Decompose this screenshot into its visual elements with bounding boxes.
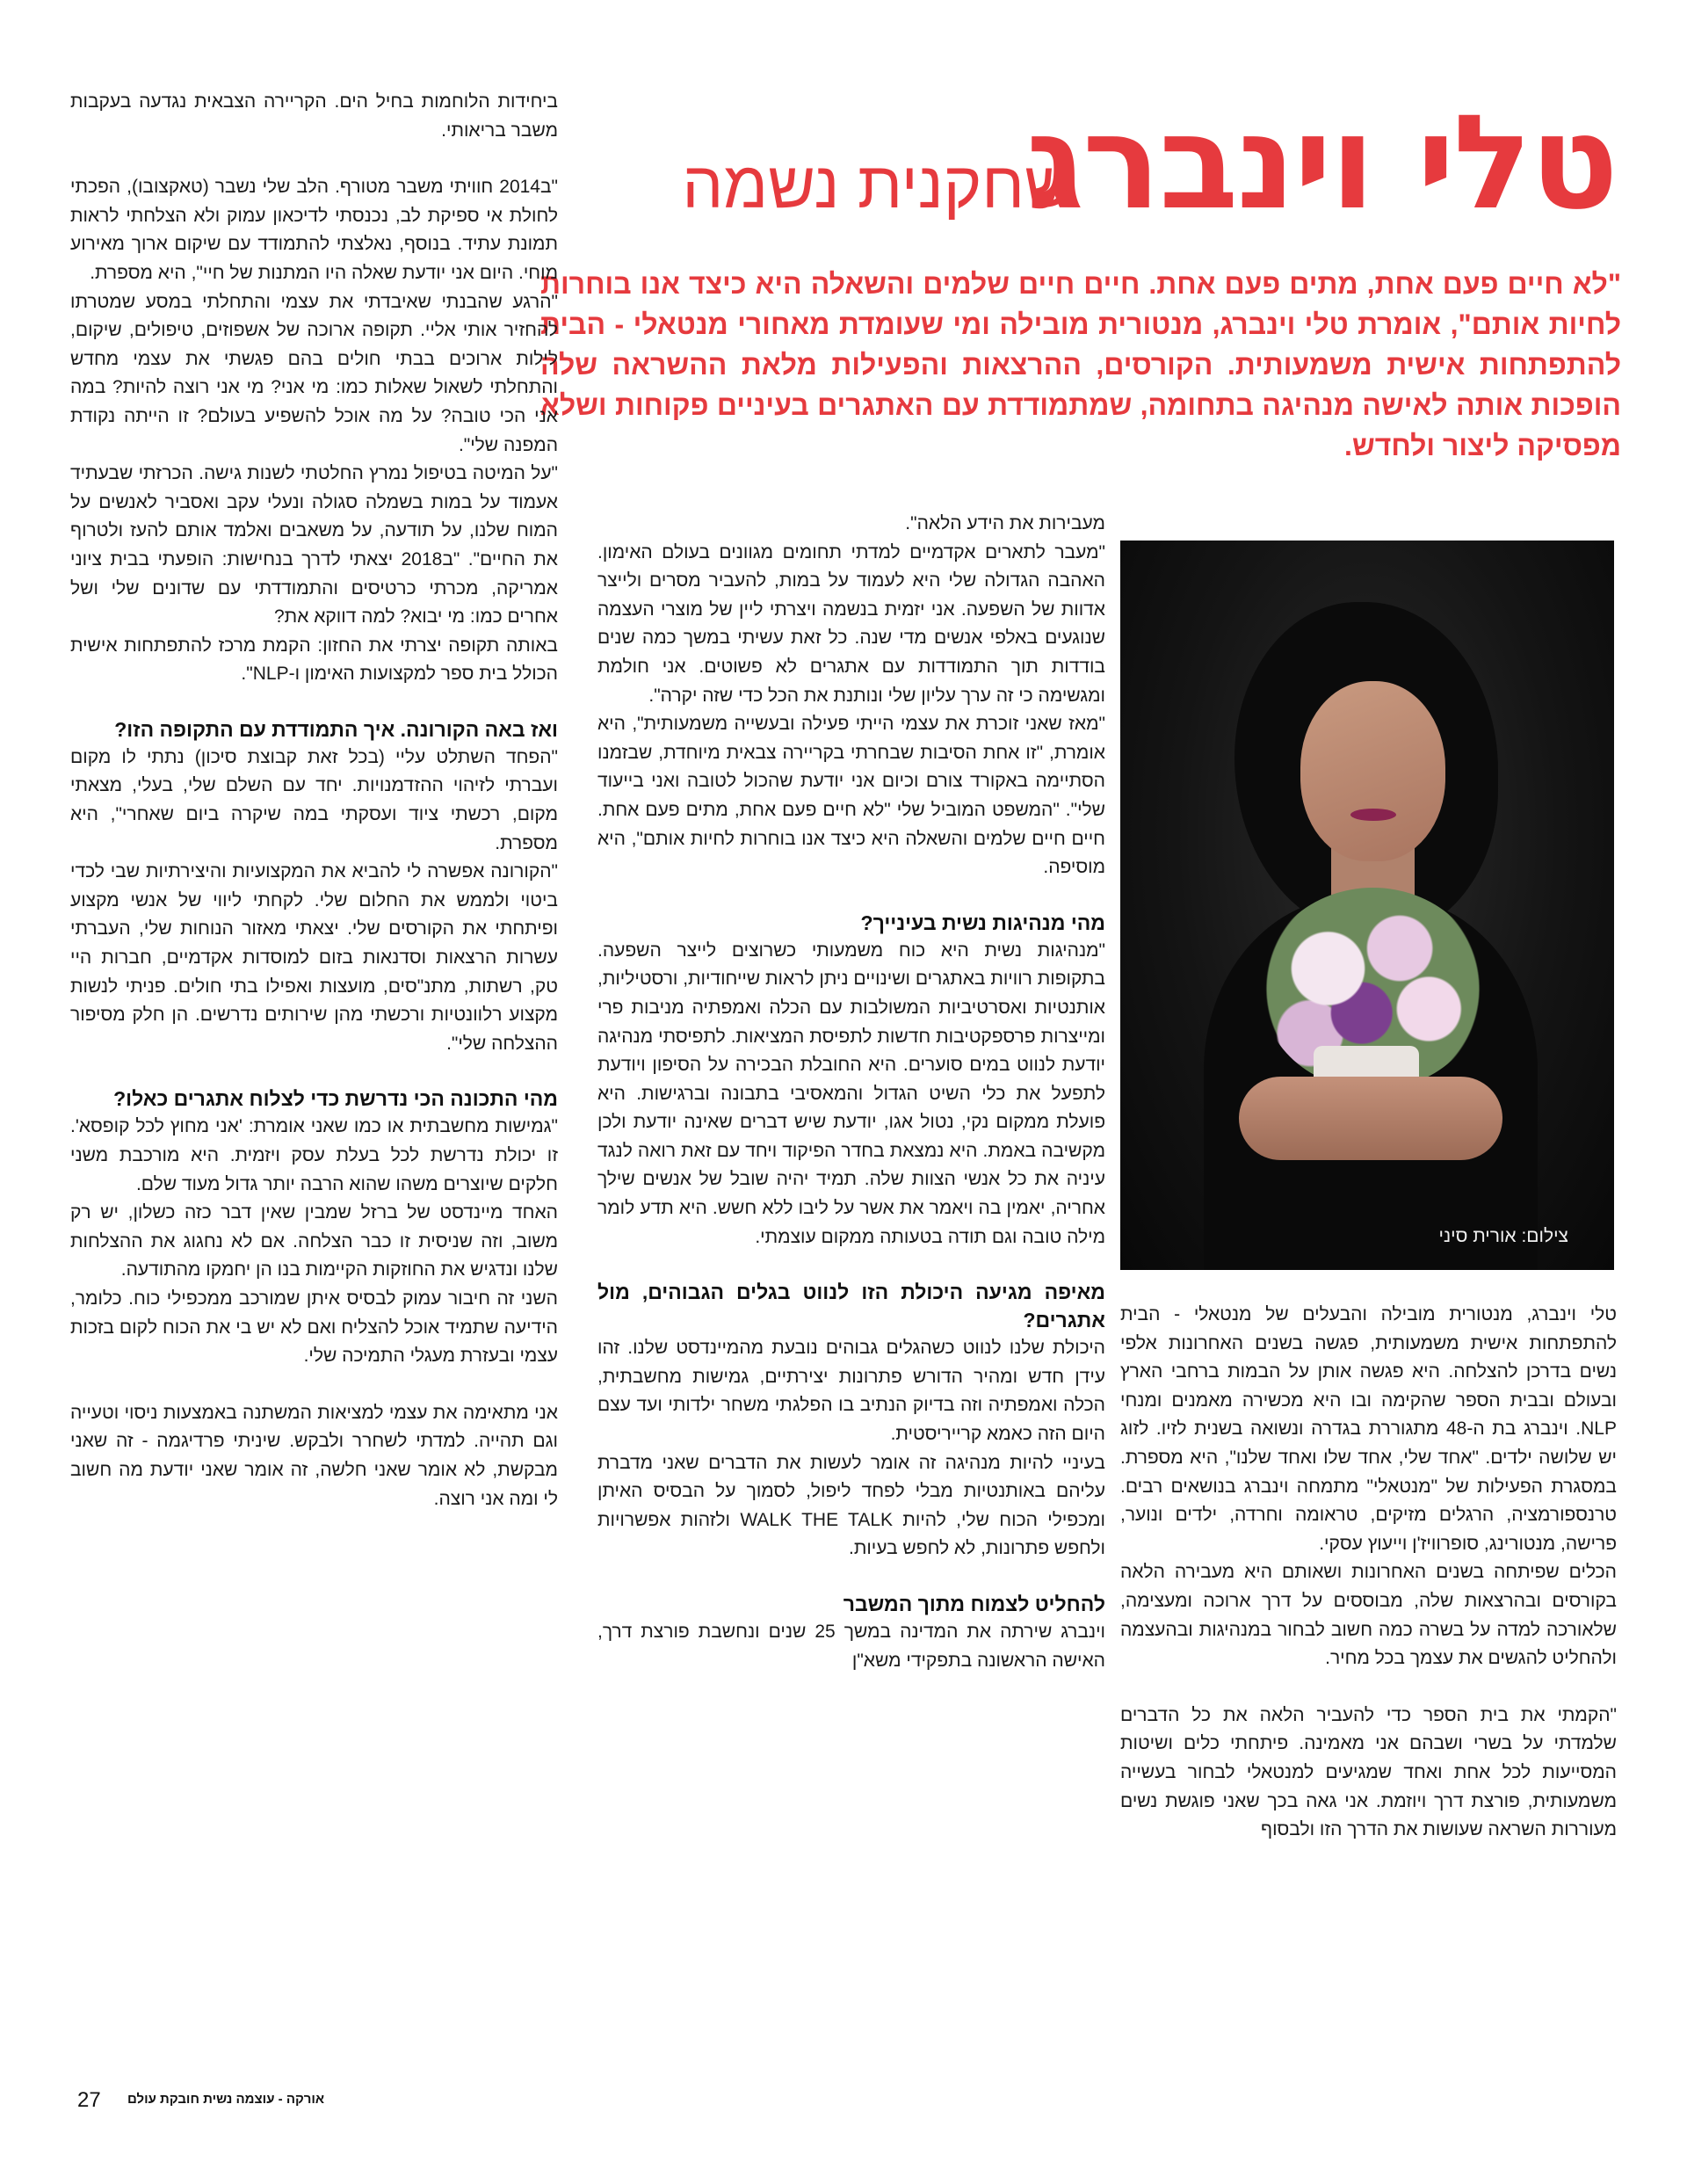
paragraph: "על המיטה בטיפול נמרץ החלטתי לשנות גישה. הכרזתי שבעתיד אעמוד על במות בשמלה סגולה ונעלי עקב ואסביר לאנשים על המוח שלנו, על תודעה, על משאבים ואלמד אותם להעז ולטרוף את החיים". "ב2018 יצאתי לדרך בנחישות: הופעתי בבית ציוני אמריקה, מכרתי כרטיסים והתמודדתי עם שדונים שלי ושל אחרים כמו: מי יבוא? למה דווקא את?: [70, 463, 558, 628]
section-heading: מהי התכונה הכי נדרשת כדי לצלוח אתגרים כאלו?: [113, 1087, 558, 1111]
paragraph: הכלים שפיתחה בשנים האחרונות ושאותם היא מעבירה הלאה בקורסים ובהרצאות שלה, מבוססים על דרך ארוכה ומעצימה, שלאורכה למדה על בשרה כמה חשוב לבחור במנהיגות ובהעצמה ולהחליט להגשים את עצמך בכל מחיר.: [1120, 1562, 1617, 1669]
photo-credit: צילום: אורית סיני: [1438, 1226, 1568, 1246]
photo-face: [1300, 681, 1445, 861]
paragraph: "מאז שאני זוכרת את עצמי הייתי פעילה ובעשייה משמעותית", היא אומרת, "זו אחת הסיבות שבחרתי בקריירה צבאית מיוחדת, שבזמנו הסתיימה באקורד צורם וכיום אני יודעת שהכול לטובה ואני בייעוד שלי". "המשפט המוביל שלי "לא חיים פעם אחת, מתים פעם אחת. חיים חיים שלמים והשאלה היא כיצד אנו בוחרות לחיות אותם", היא מוסיפה.: [597, 714, 1105, 878]
portrait-photo: [1120, 541, 1614, 1270]
column-right: [1120, 1301, 1617, 1845]
photo-arms: [1239, 1077, 1502, 1160]
paragraph: "הקמתי את בית הספר כדי להעביר הלאה את כל הדברים שלמדתי על בשרי ושבהם אני מאמינה. פיתחתי כלים ושיטות המסייעות לכל אחת ואחד שמגיעים למנטאלי לבחור בעשייה משמעותית, פורצת דרך ויוזמת. אני גאה בכך שאני פוגשת נשים מעוררות השראה שעושות את הדרך הזו ולבסוף: [1120, 1704, 1617, 1840]
section-heading: להחליט לצמוח מתוך המשבר: [843, 1593, 1105, 1615]
paragraph: אני מתאימה את עצמי למציאות המשתנה באמצעות ניסוי וטעייה וגם תהייה. למדתי לשחרר ולבקש. שיניתי פרדיגמה - זה שאני מבקשת, לא אומר שאני חלשה, זה אומר שאני יודעת מה חשוב לי ומה אני רוצה.: [70, 1402, 558, 1509]
paragraph: "ב2014 חוויתי משבר מטורף. הלב שלי נשבר (טאקצובו), הפכתי לחולת אי ספיקת לב, נכנסתי לדיכאון עמוק ולא הצלחתי לראות תמונת עתיד. בנוסף, נאלצתי להתמודד עם שיקום ארוך מאירוע מוחי. היום אני יודעת שאלה היו המתנות של חיי", היא מספרת.: [70, 177, 558, 283]
paragraph: טלי וינברג, מנטורית מובילה והבעלים של מנטאלי - הבית להתפתחות אישית משמעותית, פגשה בשנים האחרונות אלפי נשים בדרכן להצלחה. היא פגשה אותן על הבמות ברחבי הארץ ובעולם ובבית הספר שהקימה ובו היא מכשירה מאמנים ומנחי NLP. וינברג בת ה-48 מתגוררת בגדרה ונשואה בשנית לזיו. לזוג יש שלושה ילדים. "אחד שלי, אחד שלו ואחד שלנו", היא מספרת. במסגרת הפעילות של "מנטאלי" מתמחה וינברג בנושאים רבים. טרנספורמציה, הרגלים מזיקים, טראומה וחרדה, ילדים ונוער, פרישה, מנטורינג, סופרוויז'ן וייעוץ עסקי.: [1120, 1304, 1617, 1554]
article-subtitle: שחקנית נשמה: [682, 149, 1072, 221]
paragraph: מעבירות את הידע הלאה".: [905, 513, 1105, 533]
photo-lips: [1350, 809, 1396, 821]
magazine-footer: אורקה - עוצמה נשית חובקת עולם: [127, 2092, 325, 2107]
column-left: [70, 88, 558, 1513]
section-heading: ואז באה הקורונה. איך התמודדת עם התקופה הזו?: [114, 717, 558, 741]
article-title-block: [562, 88, 1617, 255]
paragraph: באותה תקופה יצרתי את החזון: הקמת מרכז להתפתחות אישית הכולל בית ספר למקצועות האימון ו-NLP".: [70, 635, 558, 685]
paragraph: "הרגע שהבנתי שאיבדתי את עצמי והתחלתי במסע שמטרתו להחזיר אותי אליי. תקופה ארוכה של אשפוזים, טיפולים, שיקום, לילות ארוכים בבתי חולים בהם פגשתי את עצמי מחדש והתחלתי לשאול שאלות כמו: מי אני? מי אני רוצה להיות? במה אני הכי טובה? על מה אוכל להשפיע בעולם? זו הייתה נקודת המפנה שלי".: [70, 291, 558, 455]
section-heading: מאיפה מגיעה היכולת הזו לנווט בגלים הגבוהים, מול אתגרים?: [597, 1281, 1105, 1332]
paragraph: "גמישות מחשבתית או כמו שאני אומרת: 'אני מחוץ לכל קופסא'. זו יכולת נדרשת לכל בעלת עסק ויזמית. היא מורכבת משני חלקים שיוצרים משהו שהוא הרבה יותר גדול מעוד שלם.: [70, 1116, 558, 1194]
paragraph: היכולת שלנו לנווט כשהגלים גבוהים נובעת מהמיינדסט שלנו. זהו עידן חדש ומהיר הדורש פתרונות יצירתיים, גמישות מחשבתית, הכלה ואמפתיה וזה בדיוק הנתיב בו הפלגתי משחר ילדותי ועד עצם היום הזה כאמא קרייריסטית.: [597, 1338, 1105, 1445]
paragraph: ביחידות הלוחמות בחיל הים. הקריירה הצבאית נגדעה בעקבות משבר בריאותי.: [70, 91, 558, 141]
paragraph: "מנהיגות נשית היא כוח משמעותי כשרוצים לייצר השפעה. בתקופות רוויות באתגרים ושינויים ניתן לראות שייחודיות, ורסטיליות, אותנטיות ואסרטיביות המשולבות עם הכלה ואמפתיה מניבות פרי ומייצרות פרספקטיבות חדשות לתפיסת המציאות. לתפיסתי מנהיגה יודעת לנווט במים סוערים. היא החובלת הבכירה על הסיפון ויודעת לתפעל את כלי השיט הגדול והמאסיבי בתבונה וברגישות. היא פועלת ממקום נקי, נטול אגו, יודעת שיש דברים שאינה יודעת ולכן מקשיבה באמת. היא נמצאת בחדר הפיקוד ויחד עם זאת רואה לנגד עיניה את כל אנשי הצוות שלה. תמיד יהיה שובל של אנשים שילך אחריה, יאמין בה ויאמר את אשר על ליבו ללא חשש. היא תדע לומר מילה טובה וגם תודה בטעותה ממקום עוצמתי.: [597, 940, 1105, 1247]
column-middle: [597, 510, 1105, 1675]
section-heading: מהי מנהיגות נשית בעינייך?: [860, 911, 1105, 934]
paragraph: האחד מיינדסט של ברזל שמבין שאין דבר כזה כשלון, יש רק משוב, וזה שניסית זו כבר הצלחה. אם לא נחגוג את ההצלחות שלנו ונדגיש את החוזקות הקיימות בנו הן יחמקו מהתודעה.: [70, 1202, 558, 1281]
paragraph: השני זה חיבור עמוק לבסיס איתן שמורכב ממכפילי כוח. כלומר, הידיעה שתמיד אוכל להצליח ואם לא יש בי את הכוח לקום בזכות עצמי ובעזרת מעגלי התמיכה שלי.: [70, 1288, 558, 1367]
paragraph: בעיניי להיות מנהיגה זה אומר לעשות את הדברים שאני מדברת עליהם באותנטיות מבלי לפחד ליפול, לסמוך על הבסיס האיתן ומכפילי הכוח שלי, להיות WALK THE TALK ולזהות אפשרויות ולחפש פתרונות, לא לחפש בעיות.: [597, 1452, 1106, 1559]
paragraph: וינברג שירתה את המדינה במשך 25 שנים ונחשבת פורצת דרך, האישה הראשונה בתפקידי משא"ן: [597, 1622, 1105, 1671]
paragraph: "הקורונה אפשרה לי להביא את המקצועיות והיצירתיות שבי לכדי ביטוי ולממש את החלום שלי. לקחתי ליווי של אנשי מקצוע ופיתחתי את הקורסים שלי. יצאתי מאזור הנוחות שלי, העברתי עשרות הרצאות וסדנאות בזום למוסדות אקדמיים, חברות היי טק, רשתות, מתנ"סים, מועצות ואפילו בתי חולים. פניתי לנשות מקצוע רלוונטיות ורכשתי מהן שירותים נדרשים. הן חלק מסיפור ההצלחה שלי".: [70, 861, 558, 1054]
paragraph: "מעבר לתארים אקדמיים למדתי תחומים מגוונים בעולם האימון. האהבה הגדולה שלי היא לעמוד על במות, להעביר מסרים ולייצר אדוות של השפעה. אני יזמית בנשמה ויצרתי ליין של מוצרי העצמה שנוגעים באלפי אנשים מדי שנה. כל זאת עשיתי במשך כמה שנים בודדות תוך התמודדות עם אתגרים לא פשוטים. אני חולמת ומגשימה כי זה ערך עליון שלי ונותנת את הכל כדי שזה יקרה".: [597, 541, 1105, 706]
paragraph: "הפחד השתלט עליי (בכל זאת קבוצת סיכון) נתתי לו מקום ועברתי לזיהוי ההזדמנויות. יחד עם השלם שלי, בעלי, מצאתי מקום, רכשתי ציוד ועסקתי במה שיקרה ביום שאחרי", היא מספרת.: [70, 746, 558, 853]
lead-paragraph: "לא חיים פעם אחת, מתים פעם אחת. חיים חיים שלמים והשאלה היא כיצד אנו בוחרות לחיות אותם", אומרת טלי וינברג, מנטורית מובילה ומי שעומדת מאחורי מנטאלי - הבית להתפתחות אישית משמעותית. הקורסים, ההרצאות והפעילות מלאת ההשראה שלה הופכות אותה לאישה מנהיגה בתחומה, שמתמודדת עם האתגרים בעיניים פקוחות ושלא מפסיקה ליצור ולחדש.: [540, 268, 1621, 461]
article-title: טלי וינברג: [1025, 87, 1617, 238]
page-number: 27: [77, 2088, 101, 2112]
